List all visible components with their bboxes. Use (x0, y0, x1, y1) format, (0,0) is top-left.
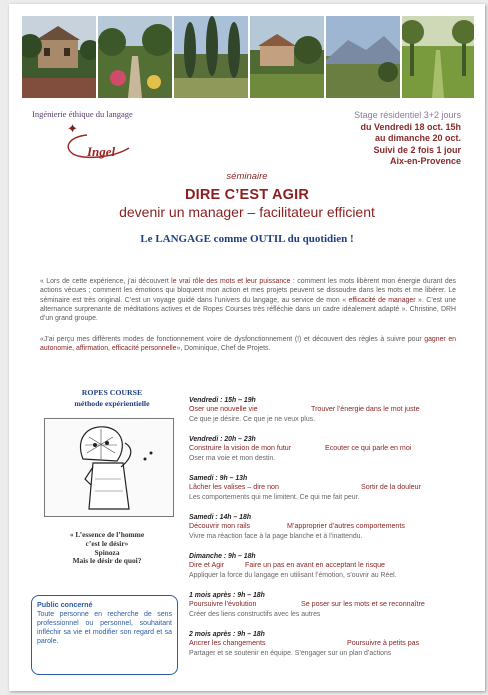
schedule-desc: Oser ma voie et mon destin. (189, 455, 276, 462)
page-title: DIRE C’EST AGIR (184, 187, 310, 203)
schedule-left: Construire la vision de mon futur (189, 444, 292, 452)
logo-star-icon: ✦ (67, 122, 78, 137)
schedule-left: Ancrer les changements (189, 639, 266, 647)
seminar-kicker: séminaire (226, 171, 268, 182)
quote-highlight: efficacité de manager (348, 296, 416, 304)
stage-type: Stage résidentiel 3+2 jours (354, 110, 461, 120)
schedule-right: M’approprier d’autres comportements (287, 522, 405, 530)
schedule-left: Dire et Agir (189, 561, 225, 569)
ropes-title: ROPES COURSE (81, 388, 143, 397)
public-heading: Public concerné (37, 600, 93, 609)
thinking-man-illustration (44, 418, 174, 517)
quote-text: «J’ai perçu mes différents modes de fonctionnement voire de dysfonctionnement (!) et découvert des règles à suivre pour (40, 336, 425, 343)
schedule-day: Vendredi : 20h – 23h (189, 436, 256, 443)
schedule-block (189, 513, 459, 541)
schedule-right: Trouver l’énergie dans le mot juste (311, 405, 420, 413)
stage-info (354, 110, 461, 168)
schedule-desc: Créer des liens constructifs avec les autres (189, 611, 321, 618)
quote-highlight: gagner en autonomie, affirmation, efficacité personnelle (40, 336, 456, 353)
spinoza-quote (37, 531, 177, 566)
schedule-block (189, 474, 459, 502)
stage-location: Aix-en-Provence (389, 156, 461, 167)
testimonial-1 (40, 277, 456, 323)
schedule-right: Faire un pas en avant en acceptant le risque (245, 561, 385, 569)
schedule-block (189, 435, 459, 463)
ropes-subtitle: méthode expérientielle (74, 398, 150, 408)
photo-4 (250, 16, 324, 98)
schedule-desc: Appliquer la force du langage en utilisant l’émotion, s’ouvrir au Réel. (189, 572, 397, 579)
schedule-left: Poursuivre l’évolution (189, 600, 257, 608)
schedule-day: Dimanche : 9h – 18h (189, 553, 256, 560)
schedule-left: Oser une nouvelle vie (189, 405, 258, 413)
schedule-desc: Vivre ma réaction face à la page blanche et à l’inattendu. (189, 533, 363, 540)
public-box (31, 595, 178, 675)
schedule-right: Ecouter ce qui parle en moi (325, 444, 412, 452)
schedule-right: Se poser sur les mots et se reconnaître (301, 600, 425, 608)
schedule-day: Samedi : 9h – 13h (189, 475, 248, 482)
quote-text: : comment les mots libèrent mon énergie durant des actions vécues ; comment les émotions qui bloquent mon action et mes projets peuvent se dissoudre dans les mots et me libérer. Le séminaire est très original. C’est un voyage guidé dans l’univers du langage, au service de mon « (40, 278, 456, 304)
schedule-row (189, 561, 459, 571)
photo-3 (174, 16, 248, 98)
essence-line: « L’essence de l’homme (69, 530, 145, 539)
essence-question: Mais le désir de quoi? (72, 556, 142, 566)
schedule-block (189, 591, 459, 619)
page-subtitle: devenir un manager – facilitateur efficient (119, 204, 375, 220)
photo-2 (98, 16, 172, 98)
quote-highlight: le vrai rôle des mots et leur puissance (171, 278, 291, 285)
schedule-block (189, 630, 459, 658)
photo-6 (402, 16, 474, 98)
photo-5 (326, 16, 400, 98)
schedule-day: 1 mois après : 9h – 18h (189, 592, 265, 599)
testimonial-2 (40, 335, 456, 354)
schedule-day: Vendredi : 15h – 19h (189, 397, 256, 404)
photo-banner (22, 16, 474, 98)
schedule-desc: Ce que je désire. Ce que je ne veux plus. (189, 416, 316, 423)
schedule-desc: Les comportements qui me limitent. Ce qui me fait peur. (189, 494, 360, 501)
schedule-block (189, 396, 459, 424)
schedule-right: Poursuivre à petits pas (347, 639, 420, 647)
stage-followup: Suivi de 2 fois 1 jour (373, 144, 461, 155)
schedule-day: 2 mois après : 9h – 18h (189, 631, 265, 638)
photo-1 (22, 16, 96, 98)
schedule-left: Découvrir mon rails (189, 522, 251, 530)
stage-start: du Vendredi 18 oct. 15h (360, 121, 461, 132)
logo-name: Ingel (87, 144, 116, 159)
quote-text: « Lors de cette expérience, j’ai découvert (40, 278, 172, 285)
quote-text: », Dominique, Chef de Projets. (176, 345, 271, 353)
schedule-row (189, 405, 459, 415)
schedule-left: Lâcher les valises – dire non (189, 483, 279, 491)
stage-end: au dimanche 20 oct. (374, 133, 461, 144)
ropes-course-heading (49, 388, 175, 409)
schedule-day: Samedi : 14h – 18h (189, 514, 252, 521)
tagline: Le LANGAGE comme OUTIL du quotidien ! (140, 233, 354, 245)
essence-author: Spinoza (94, 547, 120, 557)
public-text: Toute personne en recherche de sens professionnel ou personnel, souhaitant infléchir sa vie et modifier son regard et sa parole. (37, 611, 172, 645)
schedule-row (189, 444, 459, 454)
schedule-desc: Partager et se soutenir en équipe. S’engager sur un plan d’actions (189, 650, 392, 657)
logo-tagline: Ingénierie éthique du langage (32, 109, 133, 119)
schedule-row (189, 600, 459, 610)
essence-line: c’est le désir» (85, 538, 129, 548)
schedule-block (189, 552, 459, 580)
schedule-row (189, 483, 459, 493)
brochure-page (9, 4, 485, 691)
schedule-row (189, 639, 459, 649)
schedule-row (189, 522, 459, 532)
quote-text: ». C’est une alternance surprenante de méditations actives et de Ropes Courses très réfléchie dans un cadre idéalement adapté ». Christine, DRH d’un grand groupe. (40, 296, 456, 323)
schedule-right: Sortir de la douleur (361, 483, 421, 491)
